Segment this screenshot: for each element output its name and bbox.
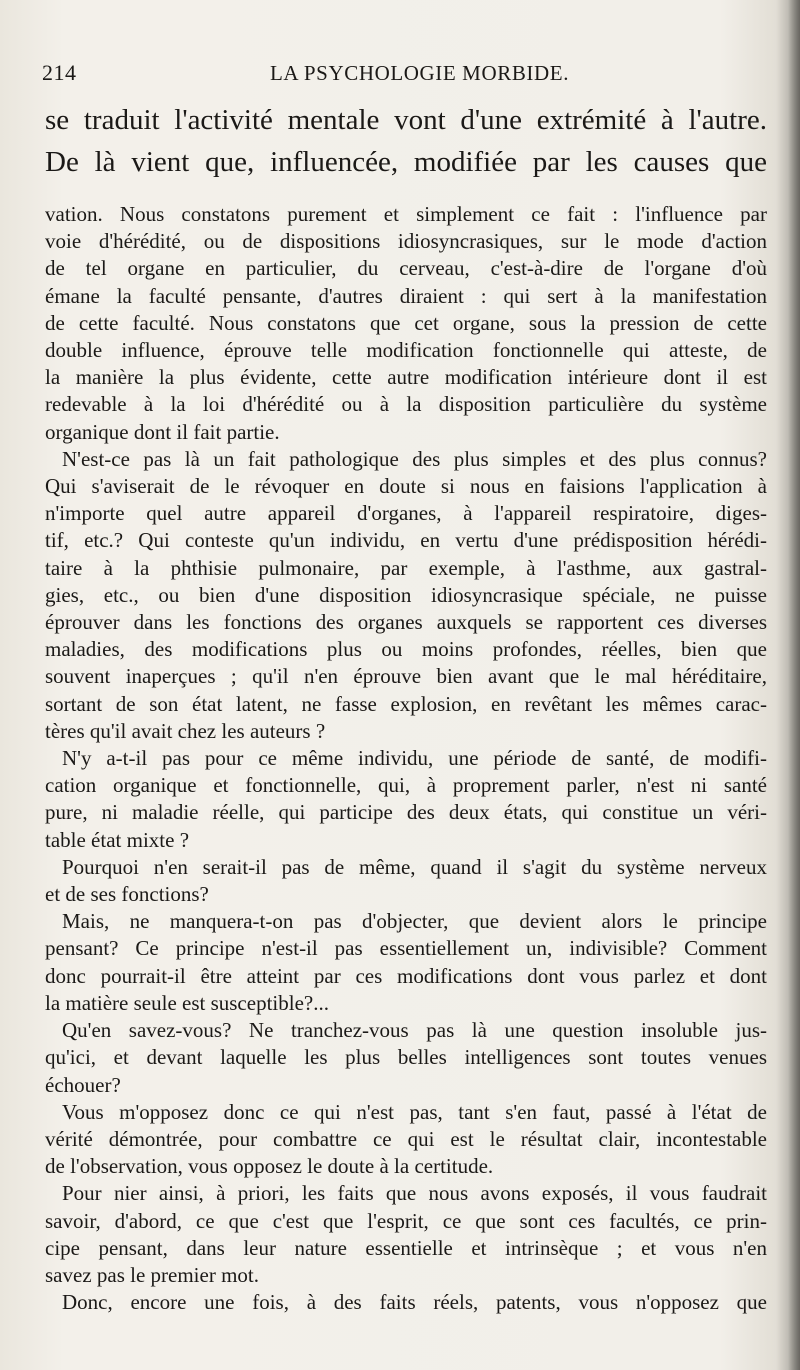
text-line: De là vient que, influencée, modifiée par les causes que bbox=[45, 146, 767, 178]
text-line: N'y a-t-il pas pour ce même individu, une période de santé, de modifi- bbox=[62, 746, 767, 771]
text-line: maladies, des modifications plus ou moins profondes, réelles, bien que bbox=[45, 637, 767, 662]
text-line: n'importe quel autre appareil d'organes, à l'appareil respiratoire, diges- bbox=[45, 501, 767, 526]
text-line: vérité démontrée, pour combattre ce qui est le résultat clair, incontestable bbox=[45, 1126, 767, 1151]
text-line: voie d'hérédité, ou de dispositions idiosyncrasiques, sur le mode d'action bbox=[45, 229, 767, 254]
text-line: N'est-ce pas là un fait pathologique des plus simples et des plus connus? bbox=[62, 446, 767, 471]
text-line: donc pourrait-il être atteint par ces modifications dont vous parlez et dont bbox=[45, 963, 767, 988]
page-number: 214 bbox=[42, 60, 77, 85]
text-line: la manière la plus évidente, cette autre modification intérieure dont il est bbox=[45, 365, 767, 390]
text-line: de tel organe en particulier, du cerveau, c'est-à-dire de l'organe d'où bbox=[45, 256, 767, 281]
text-line: cation organique et fonctionnelle, qui, à proprement parler, n'est ni santé bbox=[45, 773, 767, 798]
text-line: la matière seule est susceptible?... bbox=[45, 990, 329, 1015]
text-line: Mais, ne manquera-t-on pas d'objecter, que devient alors le principe bbox=[62, 909, 767, 934]
text-line: organique dont il fait partie. bbox=[45, 419, 280, 444]
running-title: LA PSYCHOLOGIE MORBIDE. bbox=[270, 61, 570, 85]
text-line: qu'ici, et devant laquelle les plus belles intelligences sont toutes venues bbox=[45, 1045, 767, 1070]
text-line: double influence, éprouve telle modification fonctionnelle qui atteste, de bbox=[45, 338, 767, 363]
text-line: table état mixte ? bbox=[45, 827, 190, 852]
body-text-block bbox=[45, 201, 767, 1316]
text-line: se traduit l'activité mentale vont d'une extrémité à l'autre. bbox=[45, 104, 767, 136]
continued-text-block bbox=[45, 99, 767, 183]
text-line: vation. Nous constatons purement et simplement ce fait : l'influence par bbox=[45, 202, 767, 226]
text-line: Donc, encore une fois, à des faits réels, patents, vous n'opposez que bbox=[62, 1290, 767, 1315]
text-line: savez pas le premier mot. bbox=[45, 1262, 259, 1287]
text-line: éprouver dans les fonctions des organes auxquels se rapportent ces diverses bbox=[45, 610, 767, 635]
text-line: souvent inaperçues ; qu'il n'en éprouve bien avant que le mal héréditaire, bbox=[45, 664, 767, 689]
text-line: tif, etc.? Qui conteste qu'un individu, en vertu d'une prédisposition hérédi- bbox=[45, 528, 767, 553]
text-line: de l'observation, vous opposez le doute à la certitude. bbox=[45, 1154, 494, 1179]
text-line: gies, etc., ou bien d'une disposition idiosyncrasique spéciale, ne puisse bbox=[45, 582, 767, 607]
text-line: de cette faculté. Nous constatons que cet organe, sous la pression de cette bbox=[45, 310, 767, 335]
text-line: Vous m'opposez donc ce qui n'est pas, tant s'en faut, passé à l'état de bbox=[62, 1099, 767, 1124]
text-line: sortant de son état latent, ne fasse explosion, en revêtant les mêmes carac- bbox=[45, 691, 767, 716]
text-line: Pourquoi n'en serait-il pas de même, quand il s'agit du système nerveux bbox=[62, 854, 767, 879]
text-line: tères qu'il avait chez les auteurs ? bbox=[45, 718, 326, 743]
text-line: cipe pensant, dans leur nature essentielle et intrinsèque ; et vous n'en bbox=[45, 1235, 767, 1260]
text-line: échouer? bbox=[45, 1072, 121, 1097]
page-header bbox=[40, 60, 780, 90]
page-edge-shadow bbox=[788, 0, 800, 1370]
text-line: pure, ni maladie réelle, qui participe des deux états, qui constitue un véri- bbox=[45, 800, 767, 825]
text-line: taire à la phthisie pulmonaire, par exemple, à l'asthme, aux gastral- bbox=[45, 555, 767, 580]
text-line: et de ses fonctions? bbox=[45, 882, 209, 907]
text-line: Qui s'aviserait de le révoquer en doute si nous en faisions l'application à bbox=[45, 474, 767, 499]
text-line: savoir, d'abord, ce que c'est que l'esprit, ce que sont ces facultés, ce prin- bbox=[45, 1208, 767, 1233]
text-line: Pour nier ainsi, à priori, les faits que nous avons exposés, il vous faudrait bbox=[62, 1181, 767, 1206]
text-line: émane la faculté pensante, d'autres diraient : qui sert à la manifestation bbox=[45, 283, 767, 308]
text-line: pensant? Ce principe n'est-il pas essentiellement un, indivisible? Comment bbox=[45, 936, 767, 961]
text-line: redevable à la loi d'hérédité ou à la disposition particulière du système bbox=[45, 392, 767, 417]
text-line: Qu'en savez-vous? Ne tranchez-vous pas là une question insoluble jus- bbox=[62, 1018, 767, 1043]
